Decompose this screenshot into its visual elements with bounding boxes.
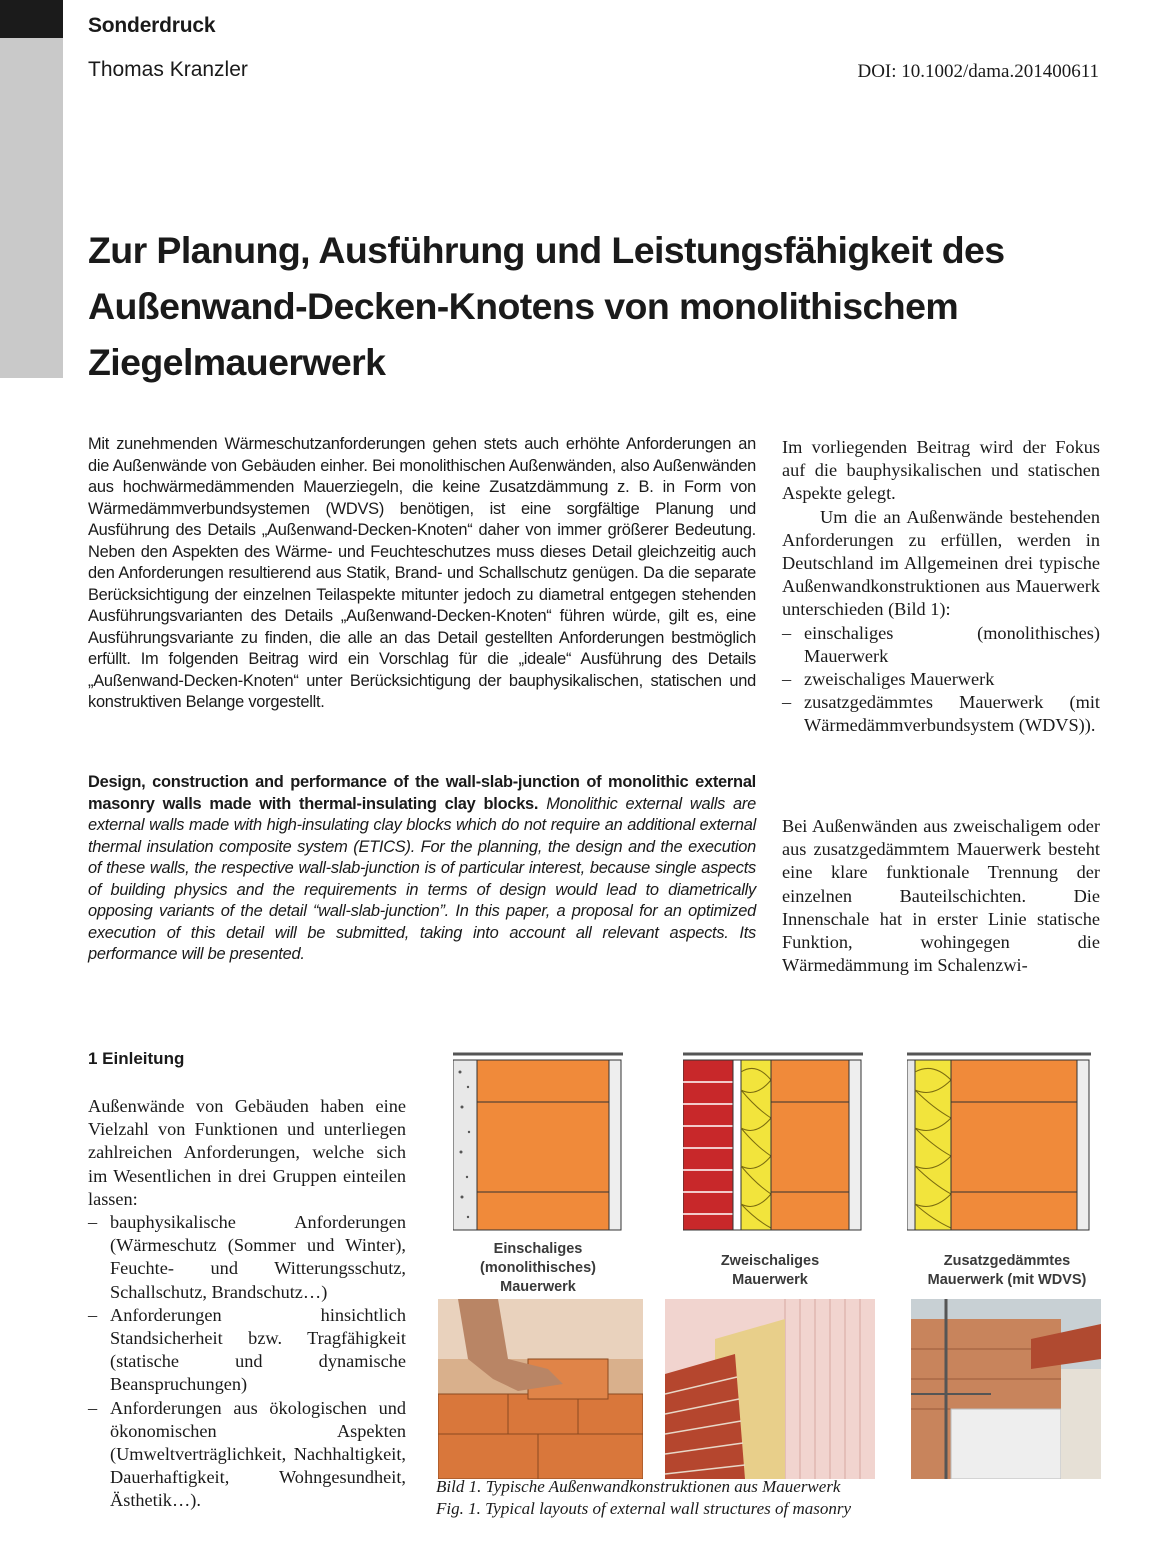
author-name: Thomas Kranzler xyxy=(88,58,248,81)
abstract-english-text: Monolithic external walls are external walls made with high-insulating clay blocks which do not require an additional external thermal insulation composite system (ETICS). For the planning, the design and the execution of these walls, the respective wall-slab-junction is of particular interest, because single aspects of building physics and the requirements in terms of design would lead to diametrically opposing variants of the detail “wall-slab-junction”. In this paper, a proposal for an optimized execution of this detail will be submitted, taking into account all relevant aspects. Its performance will be presented. xyxy=(88,794,756,963)
abstract-english-title: Design, construction and performance of the wall-slab-junction of monolithic external masonry walls made with thermal-insulating clay blocks. xyxy=(88,773,756,813)
figure-label-monolithic: Einschaliges (monolithisches) Mauerwerk xyxy=(479,1241,596,1295)
wall-types-list xyxy=(782,622,1100,738)
left-column xyxy=(88,1095,406,1513)
list-item: – zusatzgedämmtes Mauerwerk (mit Wärmedämmverbundsystem (WDVS)). xyxy=(782,691,1100,737)
section-heading: 1 Einleitung xyxy=(88,1049,185,1068)
right-column-lower xyxy=(782,815,1100,977)
list-item: – bauphysikalische Anforderungen (Wärmeschutz (Sommer und Winter), Feuchte- und Witterungsschutz, Schallschutz, Brandschutz…) xyxy=(88,1211,406,1304)
right-column xyxy=(782,436,1100,738)
right-paragraph-2: Um die an Außenwände bestehenden Anforderungen zu erfüllen, werden in Deutschland im Allgemeinen drei typische Außenwandkonstruktionen aus Mauerwerk unterschieden (Bild 1): xyxy=(782,506,1100,620)
figure-label-etics: Zusatzgedämmtes Mauerwerk (mit WDVS) xyxy=(927,1253,1087,1288)
right-paragraph-3: Bei Außenwänden aus zweischaligem oder aus zusatzgedämmtem Mauerwerk besteht eine klare funktionale Trennung der einzelnen Bauteilschichten. Die Innenschale hat in erster Linie statische Funktion, wohingegen die Wärmedämmung im Schalenzwi- xyxy=(782,816,1100,976)
list-item: – einschaliges (monolithisches) Mauerwerk xyxy=(782,622,1100,668)
photo-two-shell-wall xyxy=(665,1299,875,1479)
wall-diagram-etics xyxy=(907,1052,1091,1232)
wall-diagram-two-shell xyxy=(683,1052,863,1232)
article-title: Zur Planung, Ausführung und Leistungsfähigkeit des Außenwand-Decken-Knotens von monolithischem Ziegelmauerwerk xyxy=(88,229,1005,383)
photo-monolithic-wall xyxy=(438,1299,643,1479)
intro-paragraph: Außenwände von Gebäuden haben eine Vielzahl von Funktionen und unterliegen zahlreichen Anforderungen, welche sich im Wesentlichen in drei Gruppen einteilen lassen: xyxy=(88,1096,406,1209)
list-item: – Anforderungen hinsichtlich Standsicherheit bzw. Tragfähigkeit (statische und dynamische Beanspruchungen) xyxy=(88,1304,406,1397)
abstract-german: Mit zunehmenden Wärmeschutzanforderungen gehen stets auch erhöhte Anforderungen an die Außenwände von Gebäuden einher. Bei monolithischen Außenwänden, also Außenwänden aus hochwärmedämmenden Mauerziegeln, die keine Zusatzdämmung z. B. in Form von Wärmedämmverbundsystemen (WDVS) benötigen, ist eine sorgfältige Planung und Ausführung des Details „Außenwand-Decken-Knoten“ daher von immer größerer Bedeutung. Neben den Aspekten des Wärme- und Feuchteschutzes muss dieses Detail gleichzeitig auch den Anforderungen resultierend aus Statik, Brand- und Schallschutz genügen. Da die separate Berücksichtigung der einzelnen Teilaspekte mitunter jedoch zu diametral entgegen stehenden Ausführungsvarianten des Details „Außenwand-Decken-Knoten“ führen würde, gilt es, eine Ausführungsvariante zu finden, die alle an das Detail gestellten Anforderungen bestmöglich erfüllt. Im folgenden Beitrag wird ein Vorschlag für die „ideale“ Ausführung des Details „Außenwand-Decken-Knoten“ unter Berücksichtigung der bauphysikalischen, statischen und konstruktiven Belange vorgestellt. xyxy=(88,435,756,711)
figure-caption xyxy=(436,1476,851,1520)
list-item: – zweischaliges Mauerwerk xyxy=(782,668,1100,691)
photo-etics-wall xyxy=(911,1299,1101,1479)
figure-caption-german: Bild 1. Typische Außenwandkonstruktionen aus Mauerwerk xyxy=(436,1477,841,1496)
side-tab-grey xyxy=(0,38,63,378)
abstract-english xyxy=(88,772,756,966)
wall-diagram-monolithic xyxy=(453,1052,623,1232)
side-tab-black xyxy=(0,0,63,38)
figure-1 xyxy=(433,1052,1100,1522)
doi[interactable]: DOI: 10.1002/dama.201400611 xyxy=(857,61,1099,82)
figure-caption-english: Fig. 1. Typical layouts of external wall structures of masonry xyxy=(436,1499,852,1518)
requirements-list xyxy=(88,1211,406,1513)
figure-label-two-shell: Zweischaliges Mauerwerk xyxy=(720,1253,820,1288)
header-kicker: Sonderdruck xyxy=(88,14,216,37)
right-paragraph-1: Im vorliegenden Beitrag wird der Fokus auf die bauphysikalischen und statischen Aspekte gelegt. xyxy=(782,437,1100,504)
list-item: – Anforderungen aus ökologischen und ökonomischen Aspekten (Umweltverträglichkeit, Nachhaltigkeit, Dauerhaftigkeit, Wohngesundheit, Ästhetik…). xyxy=(88,1397,406,1513)
